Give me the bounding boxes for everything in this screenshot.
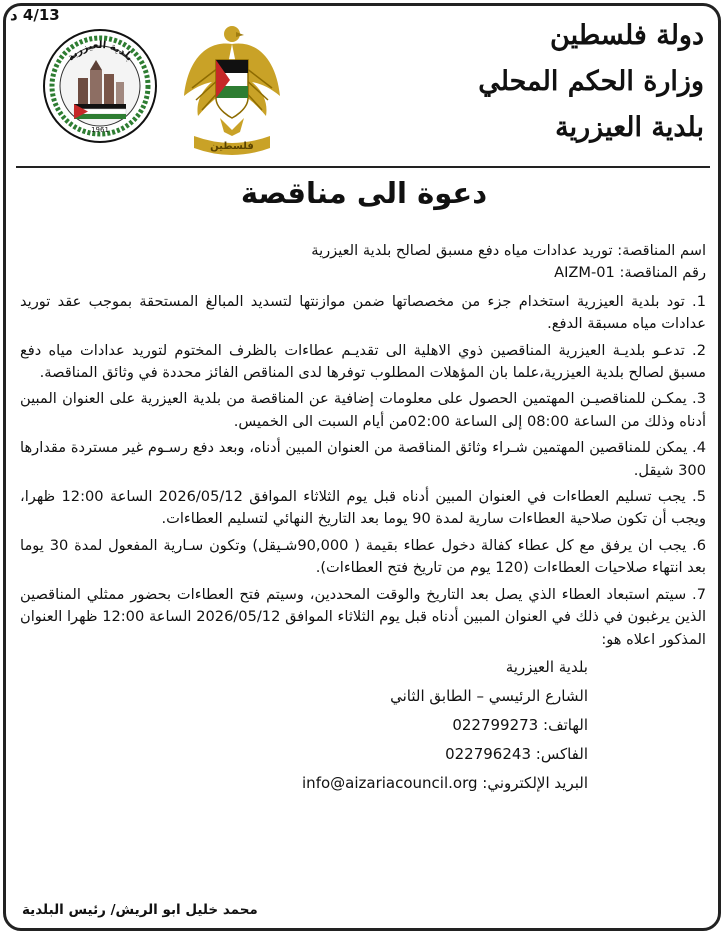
document-body	[20, 240, 706, 798]
tender-name-label: اسم المناقصة:	[617, 242, 706, 259]
paragraph-5: 5. يجب تسليم العطاءات في العنوان المبين أدناه قبل يوم الثلاثاء الموافق 2026/05/12 الساعة 12:00 ظهرا، ويجب أن تكون صلاحية العطاءات سارية لمدة 90 يوما بعد التاريخ النهائي لتسليم العطاءات.	[20, 488, 706, 528]
palestine-eagle-emblem-icon	[178, 18, 286, 158]
paragraph-4: 4. يمكن للمناقصين المهتمين شـراء وثائق المناقصة من العنوان المبين أدناه، وبعد دفع رسـوم غير مستردة مقدارها 300 شيقل.	[20, 439, 706, 479]
email-address[interactable]: info@aizariacouncil.org	[302, 773, 478, 792]
emblem-banner-text: فلسطين	[210, 141, 254, 152]
address-org: بلدية العيزرية	[505, 657, 588, 676]
header-ministry: وزارة الحكم المحلي	[478, 66, 704, 97]
header-divider	[16, 166, 710, 168]
fax-label: الفاكس:	[535, 744, 588, 763]
email-label: البريد الإلكتروني:	[482, 773, 588, 792]
address-street: الشارع الرئيسي – الطابق الثاني	[390, 686, 588, 705]
paragraph-1: 1. تود بلدية العيزرية استخدام جزء من مخصصاتها ضمن موازنتها لتسديد المبالغ المستحقة بموجب عقد توريد عدادات مياه مسبقة الدفع.	[20, 292, 706, 333]
phone-number: 022799273	[452, 715, 539, 734]
tender-name: توريد عدادات مياه دفع مسبق لصالح بلدية العيزرية	[311, 242, 613, 259]
address-fax-line	[20, 740, 588, 769]
signature: محمد خليل ابو الريش/ رئيس البلدية	[22, 902, 258, 918]
paragraph-6: 6. يجب ان يرفق مع كل عطاء كفالة دخول عطاء بقيمة ( 90,000شـيقل) وتكون سـارية المفعول لمدة 30 يوما بعد انتهاء صلاحيات العطاءات (120 يوم من تاريخ فتح العطاءات).	[20, 536, 706, 577]
document-reference: 4/13 د	[10, 6, 60, 24]
tender-name-line	[20, 240, 706, 262]
header-state: دولة فلسطين	[550, 20, 704, 51]
paragraph-2: 2. تدعـو بلديـة العيزرية المناقصين ذوي الاهلية الى تقديـم عطاءات بالظرف المختوم لتوريد عدادات مياه دفع مسبق لصالح بلدية العيزرية،علما بان المؤهلات المطلوب توفرها لدى المناقص الفائز محددة في وثائق المناقصة.	[20, 341, 706, 382]
tender-number: AIZM-01	[554, 264, 615, 282]
address-phone-line	[20, 711, 588, 740]
tender-number-line	[20, 262, 706, 284]
paragraph-3: 3. يمكـن للمناقصيـن المهتمين الحصول على معلومات إضافية عن المناقصة من بلدية العيزرية على العنوان المبين أدناه وذلك من الساعة 08:00 إلى الساعة 02:00من أيام السبت الى الخميس.	[20, 390, 706, 430]
address-email-line	[20, 769, 588, 798]
tender-number-label: رقم المناقصة:	[619, 264, 706, 282]
address-block	[20, 653, 588, 798]
municipality-seal-icon	[42, 28, 158, 144]
seal-year: 1961	[91, 126, 109, 134]
header-municipality: بلدية العيزرية	[555, 112, 704, 143]
paragraph-7: 7. سيتم استبعاد العطاء الذي يصل بعد التاريخ والوقت المحددين، وسيتم فتح العطاءات بحضور ممثلي المناقصين الذين يرغبون في ذلك في العنوان المبين أدناه قبل يوم الثلاثاء الموافق 2026/05/12 الساعة 12:00 ظهرا العنوان المذكور اعلاه هو:	[20, 585, 707, 648]
document-title: دعوة الى مناقصة	[240, 176, 488, 210]
fax-number: 022796243	[445, 744, 531, 763]
seal-text: بلدية العيزرية	[65, 39, 135, 64]
phone-label: الهاتف:	[543, 715, 588, 734]
